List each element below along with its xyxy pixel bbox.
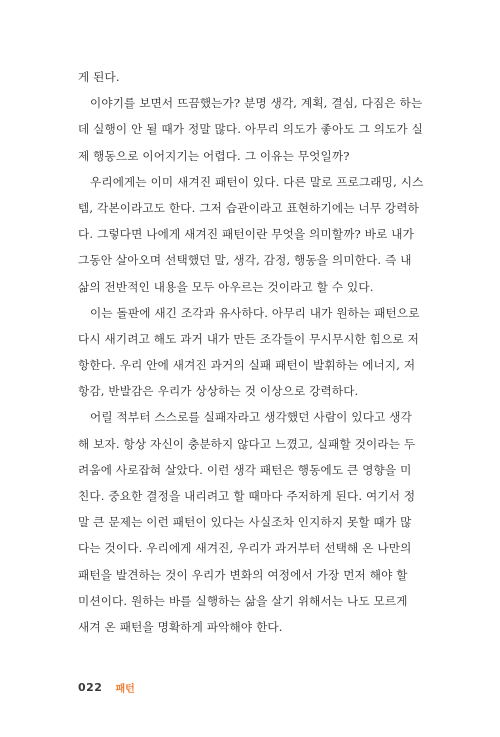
paragraph-first-line: 이는 돌판에 새긴 조각과 유사하다. 아무리 내가 원하는 패턴으로 bbox=[90, 305, 420, 320]
paragraph-first-line: 게 된다. bbox=[78, 70, 120, 84]
paragraph-line: 해 보자. 항상 자신이 충분하지 않다고 느꼈고, 실패할 것이라는 두 bbox=[78, 436, 416, 451]
paragraph-line: 패턴을 발견하는 것이 우리가 변화의 여정에서 가장 먼저 해야 할 bbox=[78, 567, 408, 582]
paragraph-first-line: 어릴 적부터 스스로를 실패자라고 생각했던 사람이 있다고 생각 bbox=[90, 410, 412, 425]
paragraph-first-line: 우리에게는 이미 새겨진 패턴이 있다. 다른 말로 프로그래밍, 시스 bbox=[90, 174, 424, 189]
running-chapter-title: 패턴 bbox=[115, 683, 135, 695]
paragraph-line: 항감, 반발감은 우리가 상상하는 것 이상으로 강력하다. bbox=[78, 384, 359, 399]
page-footer bbox=[78, 679, 135, 695]
paragraph-line: 데 실행이 안 될 때가 정말 많다. 아무리 의도가 좋아도 그 의도가 실 bbox=[78, 122, 423, 137]
paragraph-line: 친다. 중요한 결정을 내리려고 할 때마다 주저하게 된다. 여기서 정 bbox=[78, 489, 416, 503]
paragraph-line: 새겨 온 패턴을 명확하게 파악해야 한다. bbox=[78, 619, 283, 634]
paragraph-line: 그동안 살아오며 선택했던 말, 생각, 감정, 행동을 의미한다. 즉 내 bbox=[78, 253, 412, 268]
paragraph-line: 다. 그렇다면 나에게 새겨진 패턴이란 무엇을 의미할까? 바로 내가 bbox=[78, 227, 414, 242]
paragraph-line: 말 큰 문제는 이런 패턴이 있다는 사실조차 인지하지 못할 때가 많 bbox=[78, 515, 412, 530]
paragraph-first-line: 이야기를 보면서 뜨끔했는가? 분명 생각, 계획, 결심, 다짐은 하는 bbox=[90, 96, 423, 111]
paragraph-line: 미션이다. 원하는 바를 실행하는 삶을 살기 위해서는 나도 모르게 bbox=[78, 593, 408, 608]
paragraph-line: 다는 것이다. 우리에게 새겨진, 우리가 과거부터 선택해 온 나만의 bbox=[78, 541, 412, 556]
paragraph-line: 다시 새기려고 해도 과거 내가 만든 조각들이 무시무시한 힘으로 저 bbox=[78, 331, 419, 346]
paragraph-line: 항한다. 우리 안에 새겨진 과거의 실패 패턴이 발휘하는 에너지, 저 bbox=[78, 358, 416, 373]
paragraph-line: 려움에 사로잡혀 살았다. 이런 생각 패턴은 행동에도 큰 영향을 미 bbox=[78, 462, 412, 477]
paragraph-line: 템, 각본이라고도 한다. 그저 습관이라고 표현하기에는 너무 강력하 bbox=[78, 200, 419, 215]
paragraph-line: 삶의 전반적인 내용을 모두 아우르는 것이라고 할 수 있다. bbox=[78, 279, 374, 294]
page-number: 022 bbox=[78, 680, 103, 694]
paragraph-line: 제 행동으로 이어지기는 어렵다. 그 이유는 무엇일까? bbox=[78, 148, 350, 163]
body-text bbox=[78, 64, 424, 640]
